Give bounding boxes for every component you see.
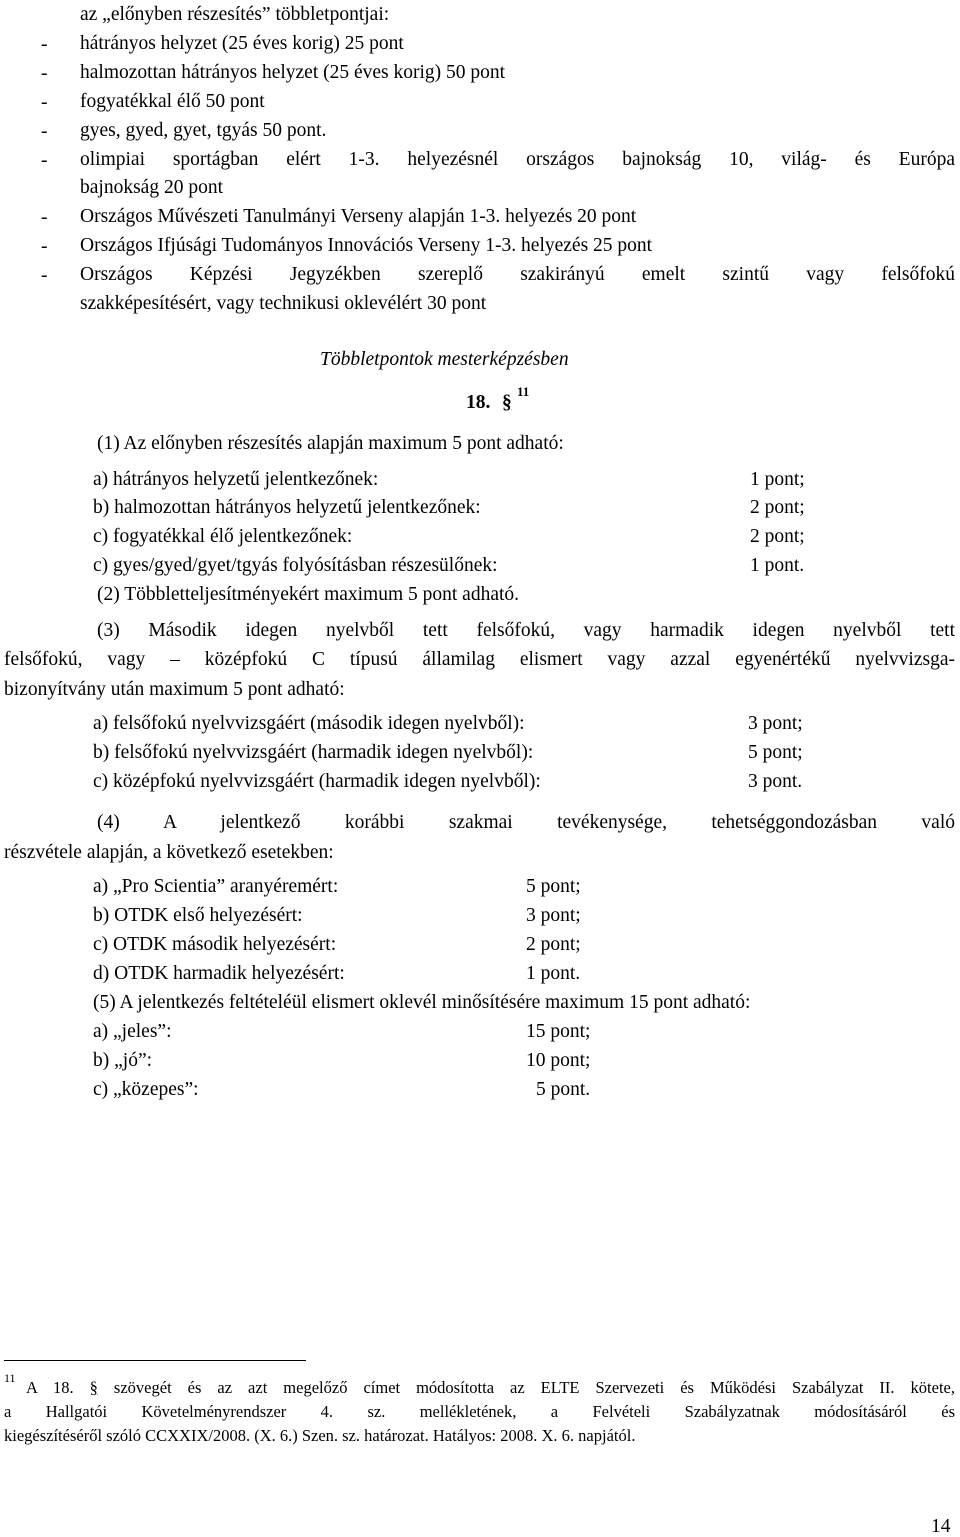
list-item-points: 10 pont; (526, 1050, 591, 1071)
list-item-points: 3 pont; (526, 905, 581, 926)
bullet-item: fogyatékkal élő 50 pont (80, 91, 265, 112)
footnote-separator (4, 1360, 306, 1361)
paragraph-line: (3) Második idegen nyelvből tett felsőfokú, vagy harmadik idegen nyelvből tett (97, 620, 955, 641)
list-item-label: a) „jeles”: (93, 1021, 172, 1042)
footnote-line (26, 1380, 955, 1397)
footnote-ref-prefix: A 18. (26, 1378, 74, 1397)
paragraph-line: (4) A jelentkező korábbi szakmai tevékenysége, tehetséggondozásban való (97, 812, 955, 833)
list-item-points: 5 pont; (748, 742, 803, 763)
list-item-label: b) „jó”: (93, 1050, 153, 1071)
list-item-label: b) halmozottan hátrányos helyzetű jelentkezőnek: (93, 497, 481, 518)
list-item-points: 1 pont; (750, 469, 805, 490)
bullet-item: hátrányos helyzet (25 éves korig) 25 pont (80, 33, 404, 54)
paragraph-2: (2) Többletteljesítményekért maximum 5 pont adható. (97, 584, 520, 605)
bullet-item: olimpiai sportágban elért 1-3. helyezésnél országos bajnokság 10, világ- és Európa (80, 149, 955, 170)
list-item-points: 5 pont. (536, 1079, 591, 1100)
paragraph-line: bizonyítvány után maximum 5 pont adható: (4, 679, 345, 700)
bullet-dash: - (41, 63, 48, 84)
list-item-label: c) középfokú nyelvvizsgáért (harmadik idegen nyelvből): (93, 771, 541, 792)
bullet-dash: - (41, 34, 48, 55)
paragraph-line: felsőfokú, vagy – középfokú C típusú államilag elismert vagy azzal egyenértékű nyelvvizsga- (4, 649, 955, 670)
list-item-label: c) gyes/gyed/gyet/tgyás folyósításban részesülőnek: (93, 555, 498, 576)
bullet-dash: - (41, 207, 48, 228)
bullet-dash: - (41, 236, 48, 257)
bullet-item: Országos Ifjúsági Tudományos Innovációs Verseny 1-3. helyezés 25 pont (80, 235, 653, 256)
list-item-label: b) felsőfokú nyelvvizsgáért (harmadik idegen nyelvből): (93, 742, 534, 763)
intro-text: az „előnyben részesítés” többletpontjai: (80, 4, 390, 25)
bullet-item-continuation: szakképesítésért, vagy technikusi oklevélért 30 pont (80, 293, 487, 314)
list-item-points: 3 pont. (748, 771, 803, 792)
paragraph-1: (1) Az előnyben részesítés alapján maximum 5 pont adható: (97, 433, 564, 454)
list-item-points: 2 pont; (750, 526, 805, 547)
list-item-points: 3 pont; (748, 713, 803, 734)
footnote-line1-text: szövegét és az azt megelőző címet módosította az ELTE Szervezeti és Működési Szabályzat II. kötete, (113, 1378, 955, 1397)
list-item-label: d) OTDK harmadik helyezésért: (93, 963, 345, 984)
bullet-item: Országos Művészeti Tanulmányi Verseny alapján 1-3. helyezés 20 pont (80, 206, 637, 227)
bullet-dash: - (41, 92, 48, 113)
list-item-label: c) „közepes”: (93, 1079, 199, 1100)
footnote-ref-mark: § (89, 1378, 98, 1397)
bullet-item: Országos Képzési Jegyzékben szereplő szakirányú emelt szintű vagy felsőfokú (80, 264, 955, 285)
bullet-dash: - (41, 265, 48, 286)
bullet-dash: - (41, 150, 48, 171)
footnote-number: 11 (4, 1371, 16, 1385)
footnote-ref: 11 (517, 384, 530, 399)
section-number: 18. (466, 392, 491, 413)
list-item-label: a) „Pro Scientia” aranyéremért: (93, 876, 339, 897)
list-item-points: 1 pont. (750, 555, 805, 576)
list-item-label: c) OTDK második helyezésért: (93, 934, 337, 955)
list-item-points: 2 pont; (526, 934, 581, 955)
page-number: 14 (931, 1516, 951, 1537)
paragraph-5: (5) A jelentkezés feltételéül elismert oklevél minősítésére maximum 15 pont adható: (93, 992, 751, 1013)
list-item-label: a) felsőfokú nyelvvizsgáért (második idegen nyelvből): (93, 713, 525, 734)
list-item-label: c) fogyatékkal élő jelentkezőnek: (93, 526, 353, 547)
footnote-line: kiegészítéséről szóló CCXXIX/2008. (X. 6.) Szen. sz. határozat. Hatályos: 2008. X. 6. napjától. (4, 1426, 636, 1445)
paragraph-line: részvétele alapján, a következő esetekben: (4, 842, 334, 863)
list-item-label: a) hátrányos helyzetű jelentkezőnek: (93, 469, 379, 490)
bullet-item: halmozottan hátrányos helyzet (25 éves korig) 50 pont (80, 62, 506, 83)
list-item-points: 1 pont. (526, 963, 581, 984)
bullet-dash: - (41, 121, 48, 142)
list-item-points: 5 pont; (526, 876, 581, 897)
bullet-item-continuation: bajnokság 20 pont (80, 177, 223, 198)
section-title: Többletpontok mesterképzésben (320, 349, 569, 370)
list-item-label: b) OTDK első helyezésért: (93, 905, 303, 926)
bullet-item: gyes, gyed, gyet, tgyás 50 pont. (80, 120, 327, 141)
list-item-points: 2 pont; (750, 497, 805, 518)
footnote-line: a Hallgatói Követelményrendszer 4. sz. mellékletének, a Felvételi Szabályzatnak módosításáról és (4, 1402, 955, 1421)
section-mark: § (502, 392, 512, 413)
list-item-points: 15 pont; (526, 1021, 591, 1042)
